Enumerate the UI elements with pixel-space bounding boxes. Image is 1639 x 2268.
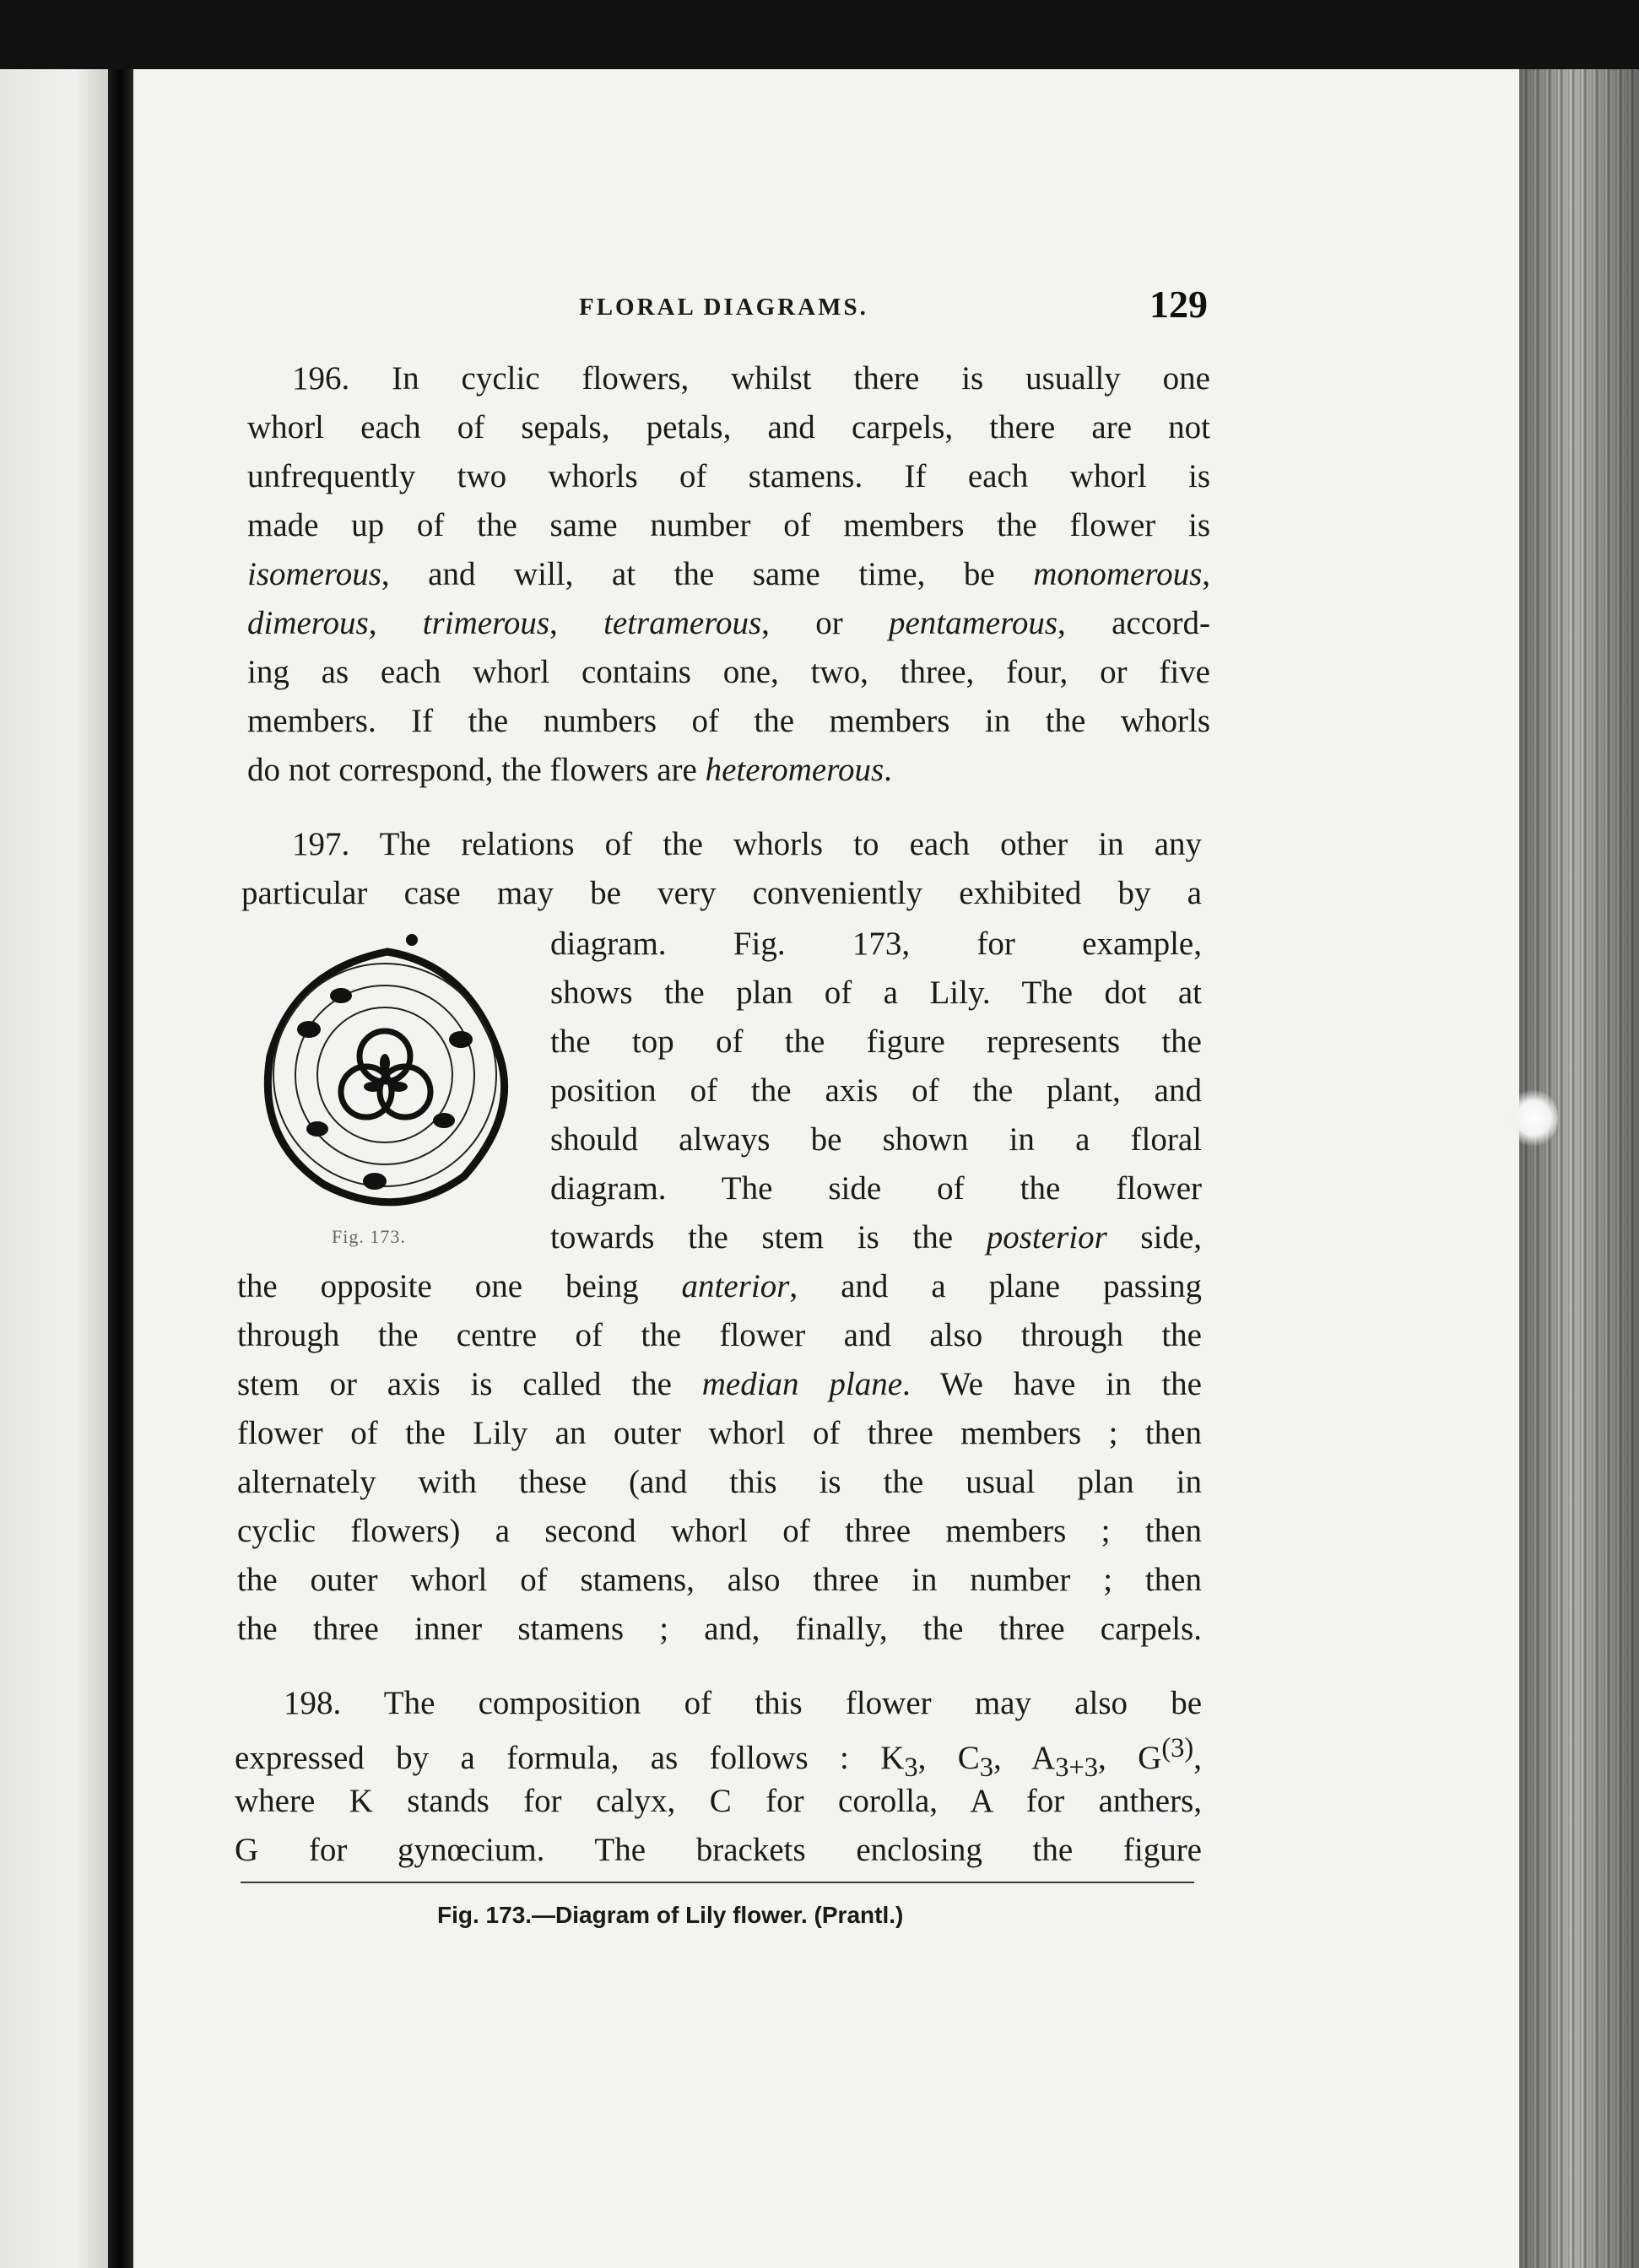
text-line: the outer whorl of stamens, also three in number ; then: [237, 1562, 1202, 1598]
scan-top-border: [0, 0, 1639, 69]
text-line: expressed by a formula, as follows : $K_3$, $C_3$, $A_{3+3}$, $G^{(3)}$,: [235, 1733, 1202, 1783]
text-line: should always be shown in a floral: [550, 1121, 1202, 1158]
term-median-plane: median plane: [701, 1366, 903, 1402]
floral-formula: $K_3$, $C_3$, $A_{3+3}$, $G^{(3)}$,: [880, 1733, 1202, 1783]
text-line: dimerous, trimerous, tetramerous, or pentamerous, accord-: [247, 605, 1210, 641]
footnote-rule: [241, 1882, 1194, 1883]
inner-stamen: [433, 1113, 455, 1128]
text-line: towards the stem is the posterior side,: [550, 1219, 1202, 1256]
outer-stamen: [449, 1031, 473, 1048]
term-pentamerous: pentamerous: [889, 605, 1058, 641]
axis-dot: [406, 934, 418, 946]
figure-caption: Fig. 173.—Diagram of Lily flower. (Prantl.): [437, 1902, 904, 1928]
term-dimerous: dimerous: [247, 605, 369, 641]
term-heteromerous: heteromerous: [705, 752, 884, 788]
text-line: cyclic flowers) a second whorl of three members ; then: [237, 1513, 1202, 1549]
text-line: 196. In cyclic flowers, whilst there is usually one: [292, 360, 1210, 397]
inner-stamen: [330, 988, 352, 1003]
lily-floral-diagram: [250, 930, 528, 1217]
right-edge-shadow: [1519, 69, 1639, 2268]
term-trimerous: trimerous: [422, 605, 550, 641]
text-line: members. If the numbers of the members in the whorls: [247, 703, 1210, 739]
figure-label: Fig. 173.: [332, 1226, 406, 1247]
text-line: particular case may be very conveniently exhibited by a: [241, 875, 1202, 911]
text-line: 197. The relations of the whorls to each other in any: [292, 826, 1202, 862]
term-tetramerous: tetramerous: [603, 605, 762, 641]
outer-stamen: [363, 1173, 387, 1190]
page-smudge: [1509, 1088, 1558, 1148]
text-line: position of the axis of the plant, and: [550, 1072, 1202, 1109]
book-spine: [108, 69, 133, 2268]
text-line: flower of the Lily an outer whorl of three members ; then: [237, 1415, 1202, 1451]
text-line: the top of the figure represents the: [550, 1023, 1202, 1060]
outer-stamen: [297, 1021, 321, 1038]
text-line: do not correspond, the flowers are heteromerous.: [247, 752, 892, 788]
text-line: unfrequently two whorls of stamens. If each whorl is: [247, 458, 1210, 494]
text-line: diagram. Fig. 173, for example,: [550, 926, 1202, 962]
text-line: isomerous, and will, at the same time, be monomerous,: [247, 556, 1210, 592]
term-anterior: anterior: [681, 1268, 790, 1304]
text-line: shows the plan of a Lily. The dot at: [550, 975, 1202, 1011]
text-line: diagram. The side of the flower: [550, 1170, 1202, 1207]
text-line: G for gynœcium. The brackets enclosing the figure: [235, 1832, 1202, 1868]
running-head: FLORAL DIAGRAMS.: [579, 294, 868, 321]
text-line: 198. The composition of this flower may also be: [284, 1685, 1202, 1721]
text-line: the opposite one being anterior, and a plane passing: [237, 1268, 1202, 1304]
left-page-edge: [0, 69, 108, 2268]
page-number: 129: [1149, 283, 1208, 326]
text-line: where K stands for calyx, C for corolla, A for anthers,: [235, 1783, 1202, 1819]
term-isomerous: isomerous: [247, 556, 381, 592]
text-line: whorl each of sepals, petals, and carpels, there are not: [247, 409, 1210, 446]
term-monomerous: monomerous: [1033, 556, 1203, 592]
text-line: stem or axis is called the median plane. We have in the: [237, 1366, 1202, 1402]
text-line: ing as each whorl contains one, two, three, four, or five: [247, 654, 1210, 690]
text-line: made up of the same number of members the flower is: [247, 507, 1210, 543]
term-posterior: posterior: [986, 1219, 1107, 1256]
text-line: the three inner stamens ; and, finally, the three carpels.: [237, 1611, 1202, 1647]
ovary-carpels: [341, 1031, 430, 1117]
inner-stamen: [306, 1121, 328, 1137]
text-line: through the centre of the flower and also through the: [237, 1317, 1202, 1353]
text-line: alternately with these (and this is the usual plan in: [237, 1464, 1202, 1500]
